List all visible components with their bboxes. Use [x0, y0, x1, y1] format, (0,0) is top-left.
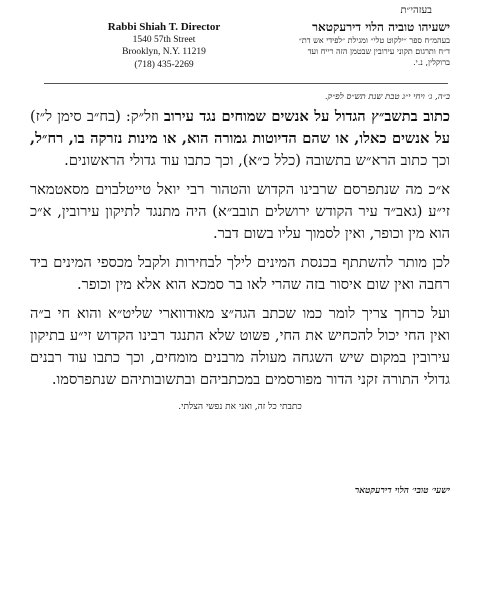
header-divider: [44, 83, 448, 84]
sender-name-hebrew: ישעיהו טוביה הלוי דירעקטאר: [312, 20, 450, 34]
sender-credentials-1: בעהמ״ח ספר ״ילקוט טלי״ ומגילת ״לפידי אש דת״: [298, 36, 450, 45]
closing-line: כתבתי כל זה, ואני את נפשי הצלתי.: [178, 402, 302, 412]
letterhead-hebrew: [250, 20, 450, 68]
paragraph-1-heading: כתוב בתשב״ץ הגדול על אנשים שמוחים נגד עירוב: [163, 108, 451, 125]
sender-city-hebrew: ברוקלין, נ.י.: [413, 58, 450, 67]
signature: ישעי׳ טובי׳ הלוי דירעקטאר: [354, 486, 450, 496]
paragraph-1-rest: וכך כתוב הרא״ש בתשובה (כלל כ״א), וכך כתבו עוד גדולי הראשונים.: [64, 152, 450, 169]
sender-street: 1540 57th Street: [132, 34, 196, 45]
paragraph-1: [30, 106, 450, 172]
paragraph-1-citation: וזל״ק: (בח״ב סימן ל״ז): [30, 108, 164, 125]
sender-name: Rabbi Shiah T. Director: [107, 21, 221, 33]
paragraph-1-quote: על אנשים כאלו, או שהם הדיוטות גמורה הוא, או מינות נזרקה בו, רח״ל,: [30, 130, 450, 147]
paragraph-3: לכן מותר להשתתף בכנסת המינים לילך לבחירות ולקבל מכספי המינים ביד רחבה ואין שום איסור בזה שהרי לאו בר סמכא הוא אלא מין וכופר.: [30, 254, 450, 293]
letter-body: [30, 106, 450, 418]
letterhead-english: [94, 21, 234, 71]
paragraph-2: א״כ מה שנתפרסם שרבינו הקדוש והטהור רבי יואל טייטלבוים מסאטמאר זי״ע (גאב״ד עיר הקודש ירושלים תובב״א) היה מתנגד לתיקון עירובין, א״כ הוא מין וכופר, ואין לסמוך עליו בשום דבר.: [30, 181, 450, 242]
letter-date: ב״ה, ג׳ ויחי י״ג טבת שנת תש״ס לפ״ק.: [324, 92, 450, 102]
sender-phone: (718) 435-2269: [134, 59, 194, 70]
header-mark: בעזהי״ת: [400, 5, 432, 16]
sender-city: Brooklyn, N.Y. 11219: [122, 47, 206, 57]
sender-credentials-2: ד״ח ותרגום תקוני עירובין שבטמן הזה רייח ועד: [307, 47, 450, 56]
paragraph-4: ועל כרחך צריך לומר כמו שכתב הגה״צ מאודווארי שליט״א והוא חי ב״ה ואין החי יכול להכחיש את החי, פשוט שלא התנגד רבינו הקדוש זי״ע בתיקון עירובין במקום שיש השגחה מעולה מרבנים מומחים, וכך כתבו עוד רבנים גדולי התורה זקני הדור מפורסמים במכתביהם ובתשובותיהם שנתפרסמו.: [30, 305, 450, 388]
